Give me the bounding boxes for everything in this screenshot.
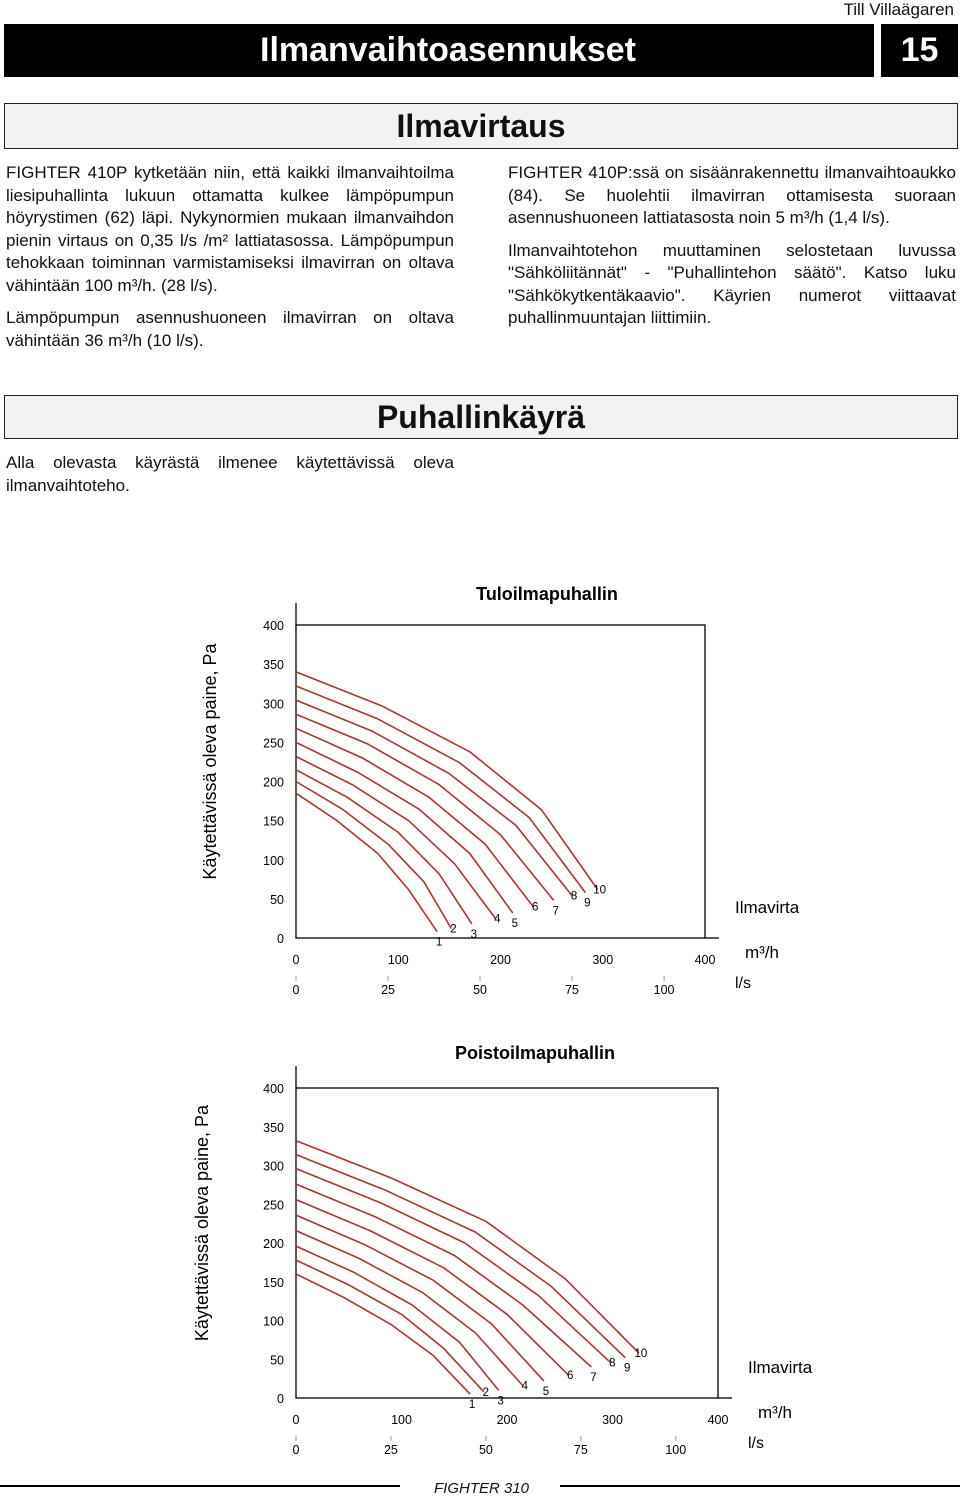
curve-label: 9 [584, 897, 591, 910]
y-axis-label: Käytettävissä oleva paine, Pa [200, 643, 220, 880]
curve-label: 3 [497, 1395, 504, 1408]
section-heading-ilmavirtaus: Ilmavirtaus [4, 103, 958, 149]
fan-curve-1 [296, 793, 437, 932]
x-tick-label-ls: 50 [473, 983, 488, 997]
plot-frame [296, 625, 705, 938]
x-axis-label: Ilmavirta [735, 898, 800, 917]
fan-curve-3 [296, 770, 472, 924]
fan-curve-4 [296, 757, 495, 919]
curve-label: 5 [511, 917, 518, 930]
footer-model: FIGHTER 310 [434, 1480, 530, 1497]
curve-label: 7 [552, 905, 559, 918]
paragraph: FIGHTER 410P kytketään niin, että kaikki ilmanvaihtoilma liesipuhallinta lukuun ottamatta kulkee lämpöpumpun höyrystimen (62) läpi. Nykynormien mukaan ilmanvaihdon pienin virtaus on 0,35 l/s /m² lattiatasossa. Lämpöpumpun tehokkaan toiminnan varmistamiseksi ilmavirran on oltava vähintään 100 m³/h. (28 l/s). [6, 163, 454, 295]
y-tick-label: 100 [263, 853, 284, 868]
x-tick-label-ls: 100 [653, 983, 675, 997]
x-tick-label-m3h: 100 [387, 953, 409, 967]
fan-curve-2 [296, 1260, 484, 1392]
fan-curve-8 [296, 1169, 610, 1363]
x-tick-label-ls: 0 [292, 1443, 300, 1457]
curve-label: 4 [494, 913, 501, 926]
y-tick-label: 200 [263, 775, 284, 790]
curve-label: 4 [521, 1380, 529, 1393]
curve-label: 6 [532, 901, 539, 914]
x-tick-label-m3h: 0 [292, 1413, 300, 1427]
fan-curve-9 [296, 1155, 625, 1358]
curve-label: 8 [570, 890, 578, 903]
x-tick-label-m3h: 400 [694, 953, 716, 967]
fan-curve-chart-supply [0, 570, 960, 1020]
paragraph: Alla olevasta käyrästä ilmenee käytettävissä oleva ilmanvaihtoteho. [6, 453, 454, 495]
y-tick-label: 150 [263, 814, 284, 829]
fan-curve-7 [296, 1184, 591, 1367]
x-unit-secondary: l/s [735, 975, 751, 992]
curve-label: 6 [566, 1369, 574, 1382]
y-tick-label: 0 [277, 1392, 284, 1406]
footer-rule-right [560, 1485, 960, 1487]
y-tick-label: 250 [263, 736, 284, 751]
page-title: Ilmanvaihtoasennukset [260, 31, 637, 69]
x-tick-label-m3h: 200 [496, 1413, 518, 1427]
page-number: 15 [881, 24, 958, 77]
x-tick-label-m3h: 100 [391, 1413, 412, 1427]
curve-label: 1 [468, 1399, 476, 1412]
y-tick-label: 200 [263, 1237, 284, 1251]
curve-label: 5 [542, 1385, 550, 1398]
chart-title: Tuloilmapuhallin [476, 584, 618, 604]
x-tick-label-m3h: 400 [707, 1413, 729, 1427]
x-unit-secondary: l/s [748, 1435, 764, 1452]
fan-curve-3 [296, 1246, 499, 1390]
curve-label: 2 [482, 1386, 489, 1399]
chart-intro-text [6, 452, 454, 507]
paragraph: Ilmanvaihtotehon muuttaminen selostetaan luvussa "Sähköliitännät" - "Puhallintehon säätö". Katso luku "Sähkökytkentäkaavio". Käyrien numerot viittaavat puhallinmuuntajan liittimiin. [508, 240, 956, 327]
fan-curve-1 [296, 1274, 470, 1394]
section-heading-puhallinkayra: Puhallinkäyrä [4, 395, 958, 439]
curve-label: 9 [623, 1362, 631, 1375]
y-axis-label: Käytettävissä oleva paine, Pa [192, 1104, 212, 1342]
curve-label: 8 [609, 1357, 616, 1370]
y-tick-label: 50 [270, 1353, 284, 1368]
y-tick-label: 350 [263, 1120, 284, 1135]
x-unit-primary: m³/h [758, 1403, 792, 1422]
x-tick-label-m3h: 200 [490, 953, 511, 967]
x-tick-label-ls: 25 [383, 1443, 398, 1457]
curve-label: 10 [593, 884, 607, 897]
y-tick-label: 350 [263, 658, 284, 673]
right-column-text [508, 162, 956, 340]
x-tick-label-m3h: 0 [292, 953, 300, 967]
fan-curve-5 [296, 1215, 544, 1381]
y-tick-label: 400 [263, 1082, 284, 1096]
x-tick-label-m3h: 300 [602, 1413, 623, 1427]
document-owner-label: Till Villaägaren [843, 0, 954, 19]
page-header-bar [4, 24, 874, 77]
paragraph: FIGHTER 410P:ssä on sisäänrakennettu ilmanvaihtoaukko (84). Se huolehtii ilmavirran ottamisesta suoraan asennushuoneen lattiatasosta noin 5 m³/h (1,4 l/s). [508, 163, 956, 227]
x-tick-label-ls: 25 [381, 983, 395, 997]
x-tick-label-ls: 0 [292, 983, 300, 997]
fan-curve-4 [296, 1231, 523, 1386]
y-tick-label: 400 [263, 619, 284, 633]
y-tick-label: 150 [263, 1275, 284, 1290]
chart-title: Poistoilmapuhallin [454, 1043, 616, 1063]
y-tick-label: 100 [263, 1314, 284, 1329]
fan-curve-5 [296, 742, 513, 913]
x-tick-label-ls: 100 [665, 1443, 687, 1457]
y-tick-label: 0 [277, 932, 284, 946]
curve-label: 1 [435, 936, 443, 949]
y-tick-label: 250 [263, 1198, 284, 1213]
fan-curve-chart-exhaust [0, 1030, 960, 1470]
x-tick-label-ls: 50 [478, 1443, 493, 1457]
fan-curve-8 [296, 700, 572, 896]
curve-label: 3 [470, 928, 478, 941]
x-tick-label-m3h: 300 [592, 953, 614, 967]
fan-curve-2 [296, 782, 451, 929]
curve-label: 10 [634, 1348, 648, 1361]
paragraph: Lämpöpumpun asennushuoneen ilmavirran on oltava vähintään 36 m³/h (10 l/s). [6, 308, 454, 350]
x-tick-label-ls: 75 [573, 1443, 588, 1457]
footer-rule-left [0, 1485, 400, 1487]
x-tick-label-ls: 75 [565, 983, 580, 997]
y-tick-label: 300 [263, 1159, 284, 1174]
x-unit-primary: m³/h [745, 943, 779, 962]
y-tick-label: 300 [263, 697, 284, 712]
x-axis-label: Ilmavirta [748, 1358, 813, 1377]
curve-label: 7 [590, 1372, 597, 1384]
y-tick-label: 50 [270, 892, 284, 907]
left-column-text [6, 162, 454, 362]
curve-label: 2 [450, 923, 457, 936]
